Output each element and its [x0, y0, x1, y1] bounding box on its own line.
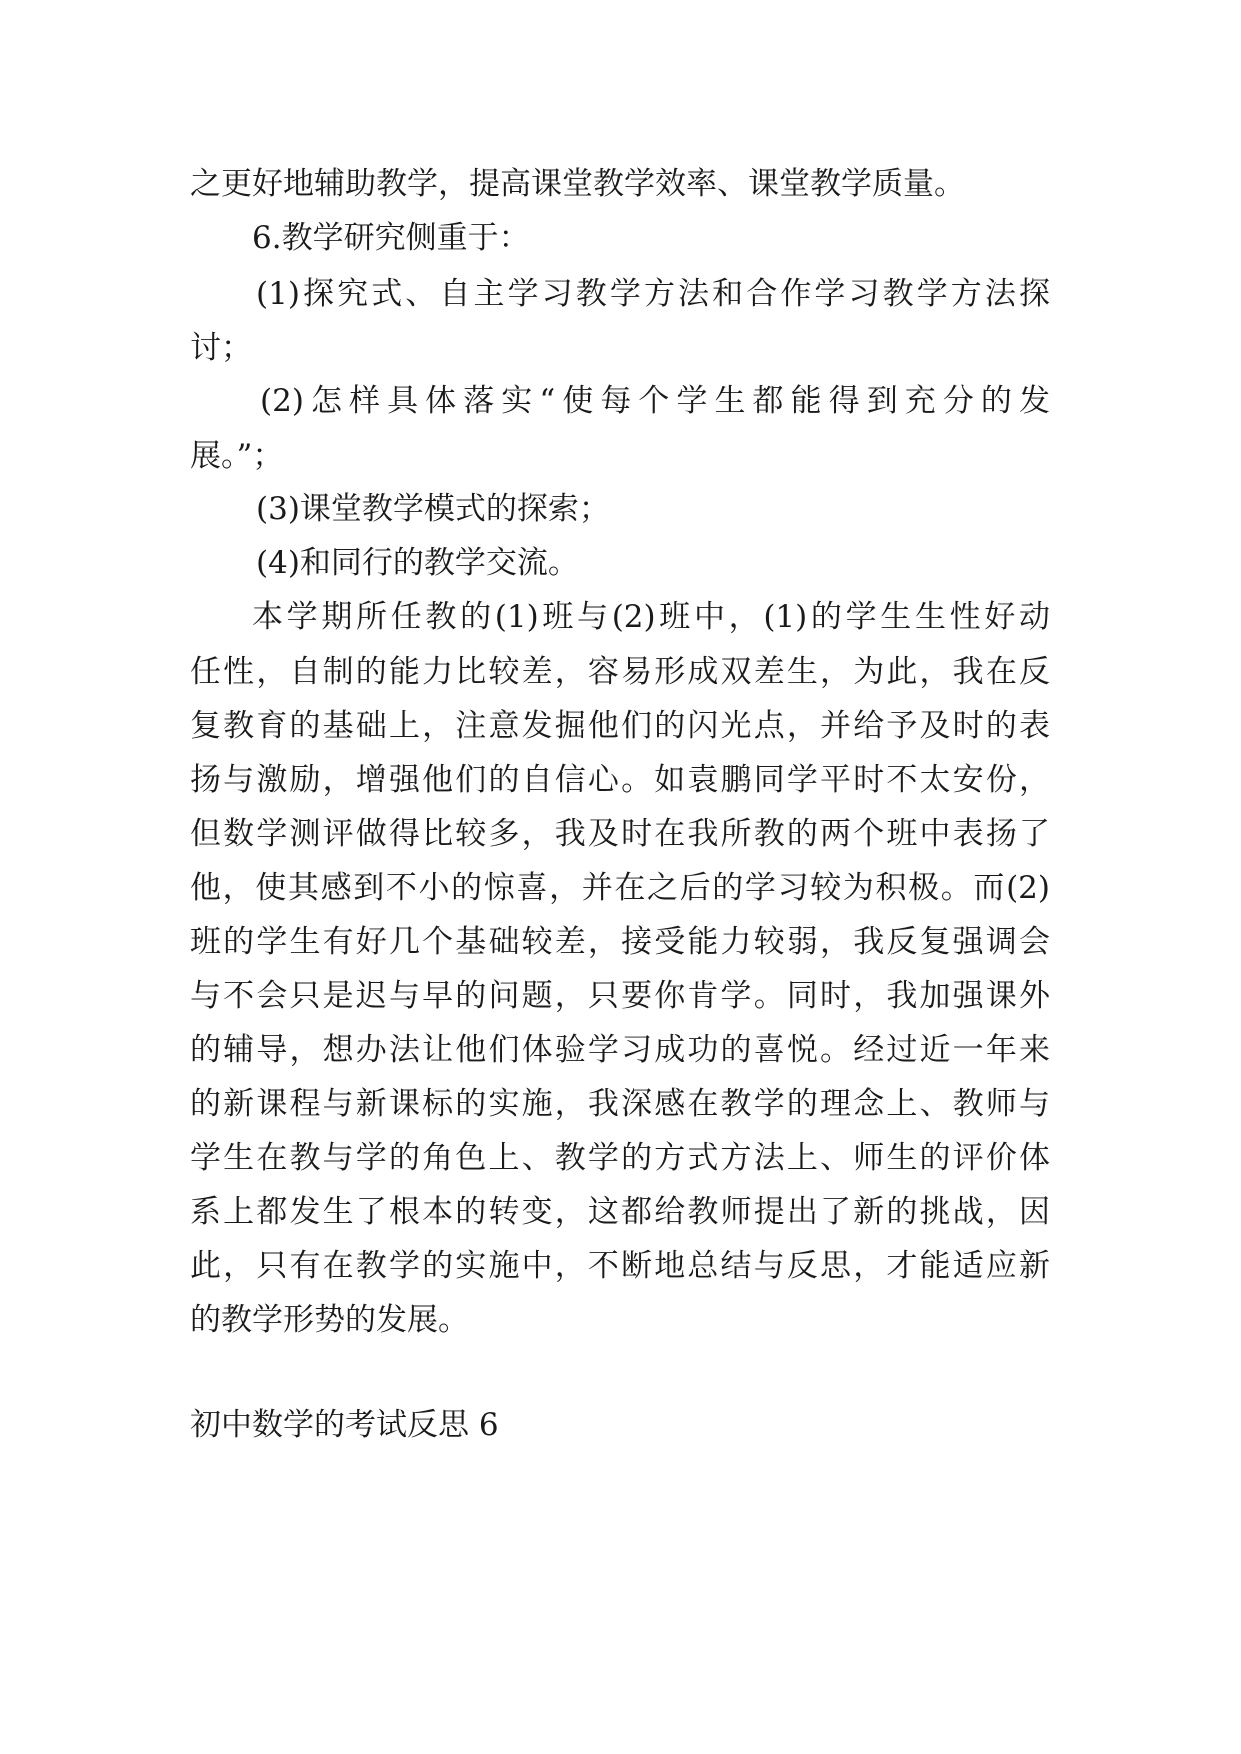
- list-item-2-line: 展。”；: [190, 438, 284, 474]
- paragraph-line: 系上都发生了根本的转变，这都给教师提出了新的挑战，因: [190, 1194, 1050, 1230]
- paragraph-line: 此，只有在教学的实施中，不断地总结与反思，才能适应新: [190, 1248, 1050, 1284]
- paragraph-line: 他，使其感到不小的惊喜，并在之后的学习较为积极。而(2): [190, 870, 1050, 906]
- paragraph-line: 扬与激励，增强他们的自信心。如袁鹏同学平时不太安份，: [190, 762, 1050, 798]
- list-item-4: (4)和同行的教学交流。: [256, 545, 579, 581]
- paragraph-line: 与不会只是迟与早的问题，只要你肯学。同时，我加强课外: [190, 978, 1050, 1014]
- paragraph-line: 复教育的基础上，注意发掘他们的闪光点，并给予及时的表: [190, 708, 1050, 744]
- paragraph-line: 但数学测评做得比较多，我及时在我所教的两个班中表扬了: [190, 816, 1050, 852]
- list-item-1-line: (1)探究式、自主学习教学方法和合作学习教学方法探: [256, 276, 1050, 312]
- list-item-3: (3)课堂教学模式的探索；: [256, 491, 610, 527]
- paragraph-line: 的教学形势的发展。: [190, 1302, 469, 1338]
- list-item-1-line: 讨；: [190, 330, 252, 366]
- paragraph-line: 学生在教与学的角色上、教学的方式方法上、师生的评价体: [190, 1140, 1050, 1176]
- paragraph-line: 本学期所任教的(1)班与(2)班中，(1)的学生生性好动: [252, 599, 1050, 635]
- section-title: 6.教学研究侧重于：: [252, 220, 530, 256]
- paragraph-line: 之更好地辅助教学，提高课堂教学效率、课堂教学质量。: [190, 166, 965, 202]
- paragraph-line: 的新课程与新课标的实施，我深感在教学的理念上、教师与: [190, 1086, 1050, 1122]
- paragraph-line: 班的学生有好几个基础较差，接受能力较弱，我反复强调会: [190, 924, 1050, 960]
- list-item-2-line: (2)怎样具体落实“使每个学生都能得到充分的发: [260, 383, 1050, 419]
- paragraph-line: 的辅导，想办法让他们体验学习成功的喜悦。经过近一年来: [190, 1032, 1050, 1068]
- section-heading: 初中数学的考试反思 6: [190, 1407, 499, 1443]
- paragraph-line: 任性，自制的能力比较差，容易形成双差生，为此，我在反: [190, 654, 1050, 690]
